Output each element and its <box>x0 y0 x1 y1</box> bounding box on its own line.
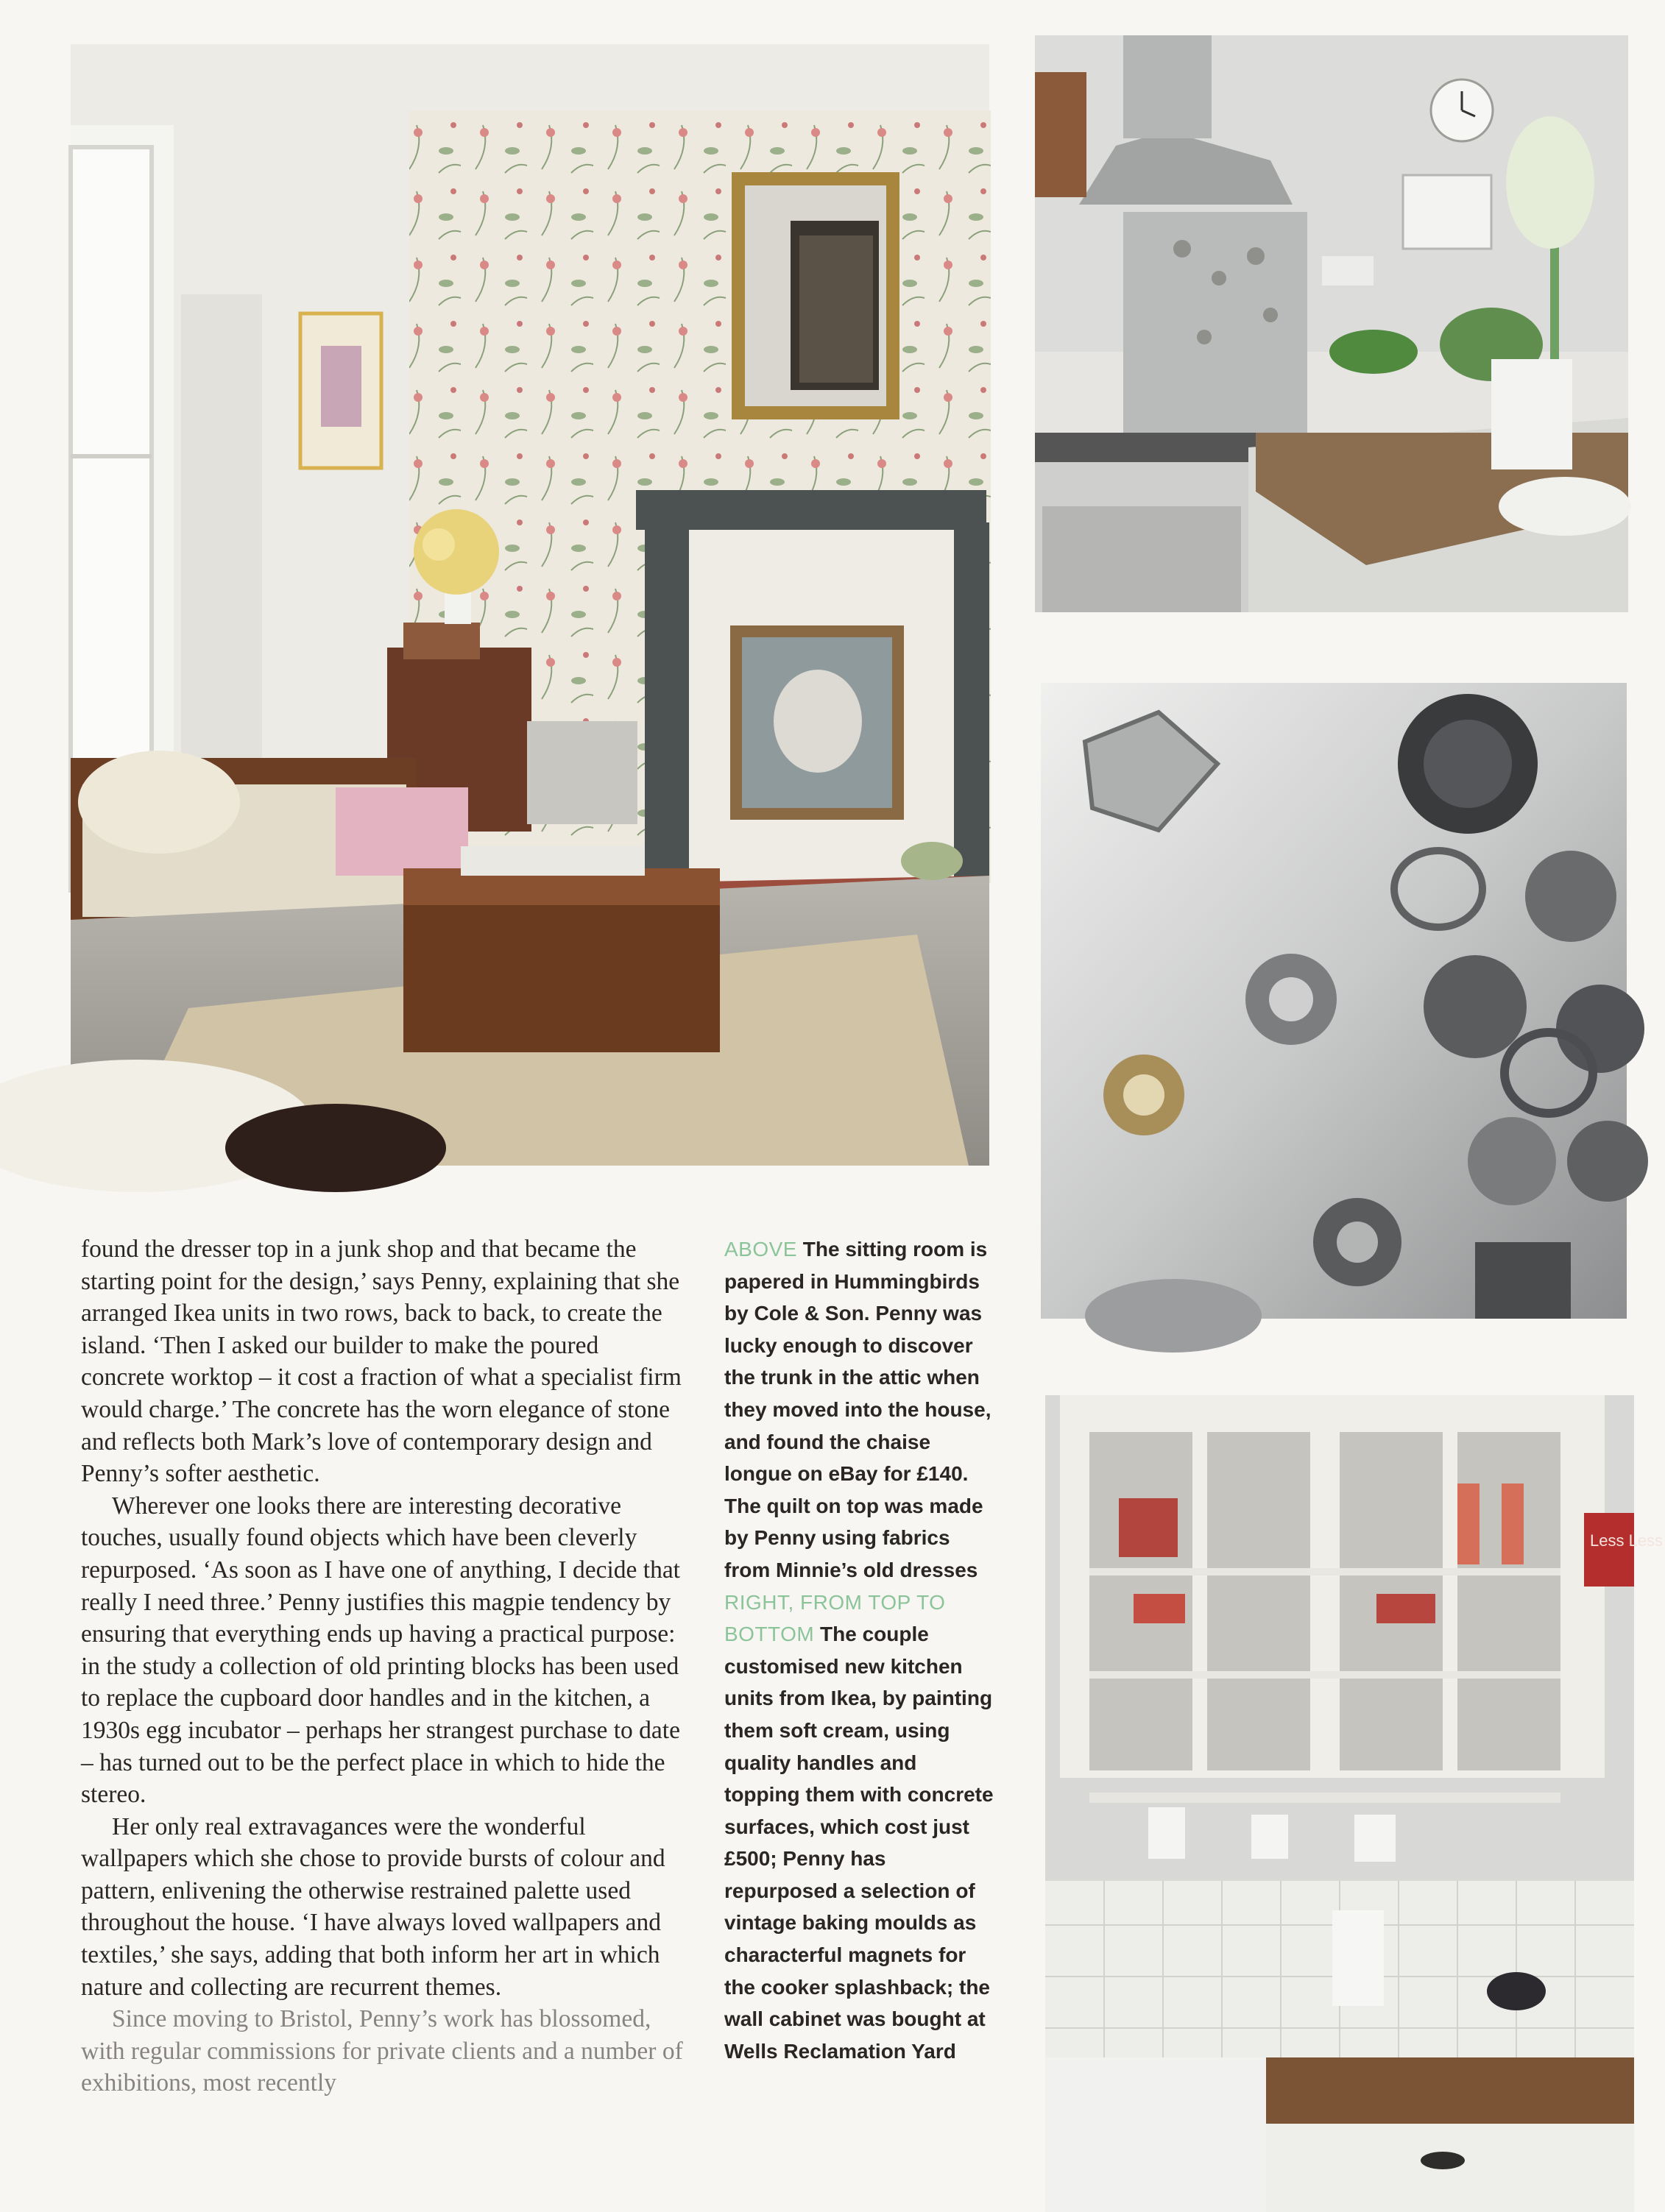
caption-label-above: ABOVE <box>724 1238 797 1261</box>
photo-caption <box>724 1233 997 2067</box>
article-paragraph: Since moving to Bristol, Penny’s work has blossomed, with regular commissions for private clients and a number of exhibitions, most recently <box>81 2005 683 2097</box>
cabinet-sign-text: Less Less <box>1590 1531 1664 1550</box>
kitchen-photo <box>1035 35 1628 612</box>
caption-text-right: The couple customised new kitchen units from Ikea, by painting them soft cream, using quality handles and topping them with concrete surfaces, which cost just £500; Penny has repurposed a selection of vintage baking moulds as characterful magnets for the cooker splashback; the wall cabinet was bought at Wells Reclamation Yard <box>724 1623 994 2063</box>
article-paragraph: Wherever one looks there are interesting decorative touches, usually found objects which have been cleverly repurposed. ‘As soon as I have one of anything, I decide that really I need three.’ Penny justifies this magpie tendency by ensuring that everything ends up having a practical purpose: in the study a collection of old printing blocks has been used to replace the cupboard door handles and in the kitchen, a 1930s egg incubator – perhaps her strangest purchase to date – has turned out to be the perfect place in which to hide the stereo. <box>81 1492 680 1809</box>
sitting-room-photo <box>71 44 989 1166</box>
baking-moulds-photo <box>1041 683 1627 1319</box>
article-paragraph: found the dresser top in a junk shop and that became the starting point for the design,’ says Penny, explaining that she arranged Ikea units in two rows, back to back, to create the island. ‘Then I asked our builder to make the poured concrete worktop – it cost a fraction of what a specialist firm would charge.’ The concrete has the worn elegance of stone and reflects both Mark’s love of contemporary design and Penny’s softer aesthetic. <box>81 1236 682 1488</box>
caption-text-above: The sitting room is papered in Hummingbirds by Cole & Son. Penny was lucky enough to discover the trunk in the attic when they moved into the house, and found the chaise longue on eBay for £140. The quilt on top was made by Penny using fabrics from Minnie’s old dresses <box>724 1238 991 1581</box>
caption-label-right: RIGHT, FROM TOP TO BOTTOM <box>724 1590 946 1646</box>
article-body <box>81 1233 685 2099</box>
wall-cabinet-photo <box>1045 1395 1664 2212</box>
article-paragraph: Her only real extravagances were the wonderful wallpapers which she chose to provide bursts of colour and pattern, enlivening the otherwise restrained palette used throughout the house. ‘I have always loved wallpapers and textiles,’ she says, adding that both inform her art in which nature and collecting are recurrent themes. <box>81 1812 665 2001</box>
